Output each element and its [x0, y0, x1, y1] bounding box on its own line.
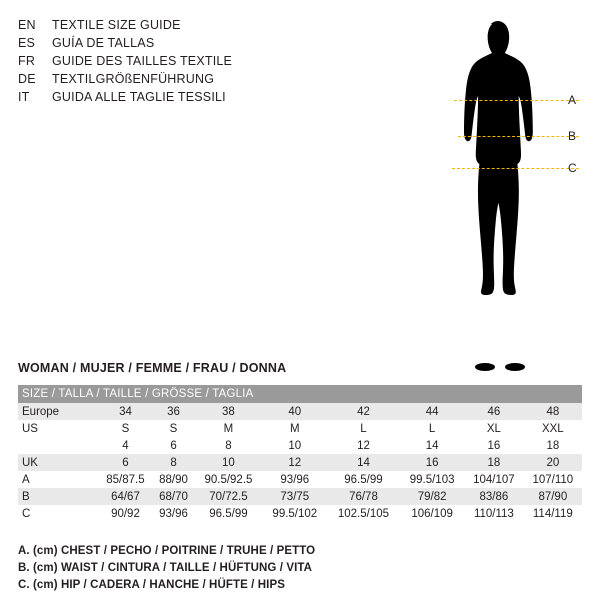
measurement-legend — [18, 543, 578, 594]
measure-line-chest — [454, 100, 579, 101]
cell: 87/90 — [524, 488, 582, 505]
row-label: B — [18, 488, 98, 505]
language-row — [18, 52, 398, 70]
table-row — [18, 505, 582, 522]
table-row — [18, 437, 582, 454]
cell: 46 — [464, 403, 524, 420]
language-row — [18, 16, 398, 34]
cell: 18 — [524, 437, 582, 454]
language-text: GUÍA DE TALLAS — [52, 36, 155, 50]
language-list — [18, 16, 398, 106]
language-row — [18, 70, 398, 88]
cell: M — [263, 420, 327, 437]
table-row — [18, 488, 582, 505]
cell: 8 — [153, 454, 194, 471]
cell: S — [153, 420, 194, 437]
cell: 14 — [400, 437, 464, 454]
cell: 76/78 — [327, 488, 400, 505]
cell: L — [400, 420, 464, 437]
cell: 99.5/102 — [263, 505, 327, 522]
cell: 90.5/92.5 — [194, 471, 263, 488]
cell: 44 — [400, 403, 464, 420]
cell: 14 — [327, 454, 400, 471]
language-code: FR — [18, 54, 36, 68]
cell: 12 — [327, 437, 400, 454]
cell: 85/87.5 — [98, 471, 153, 488]
cell: 114/119 — [524, 505, 582, 522]
cell: 8 — [194, 437, 263, 454]
cell: 4 — [98, 437, 153, 454]
cell: 42 — [327, 403, 400, 420]
cell: 38 — [194, 403, 263, 420]
cell: M — [194, 420, 263, 437]
language-text: TEXTILE SIZE GUIDE — [52, 18, 181, 32]
legend-row-c: C. (cm) HIP / CADERA / HANCHE / HÜFTE / HIPS — [18, 579, 286, 591]
cell: S — [98, 420, 153, 437]
measure-label-c: C — [568, 161, 577, 175]
language-code: DE — [18, 72, 36, 86]
cell: 110/113 — [464, 505, 524, 522]
cell: 90/92 — [98, 505, 153, 522]
row-label — [18, 437, 98, 454]
cell: 79/82 — [400, 488, 464, 505]
cell: 96.5/99 — [327, 471, 400, 488]
measure-line-hip — [452, 168, 579, 169]
measure-label-a: A — [568, 93, 577, 107]
cell: 106/109 — [400, 505, 464, 522]
table-row — [18, 403, 582, 420]
row-label: UK — [18, 454, 98, 471]
cell: 16 — [464, 437, 524, 454]
cell: 88/90 — [153, 471, 194, 488]
legend-row-a: A. (cm) CHEST / PECHO / POITRINE / TRUHE / PETTO — [18, 545, 316, 557]
table-header-label: SIZE / TALLA / TAILLE / GRÖSSE / TAGLIA — [18, 385, 582, 403]
cell: 10 — [263, 437, 327, 454]
cell: 64/67 — [98, 488, 153, 505]
table-row — [18, 420, 582, 437]
cell: 6 — [153, 437, 194, 454]
row-label: Europe — [18, 403, 98, 420]
row-label: A — [18, 471, 98, 488]
female-silhouette-icon — [430, 8, 590, 373]
legend-row-b: B. (cm) WAIST / CINTURA / TAILLE / HÜFTUNG / VITA — [18, 562, 313, 574]
cell: 12 — [263, 454, 327, 471]
cell: 83/86 — [464, 488, 524, 505]
language-code: ES — [18, 36, 36, 50]
cell: 93/96 — [153, 505, 194, 522]
language-code: IT — [18, 90, 30, 104]
table-header-row — [18, 385, 582, 403]
cell: 70/72.5 — [194, 488, 263, 505]
gender-title: WOMAN / MUJER / FEMME / FRAU / DONNA — [18, 361, 287, 375]
table-row — [18, 454, 582, 471]
cell: XL — [464, 420, 524, 437]
cell: 36 — [153, 403, 194, 420]
cell: 48 — [524, 403, 582, 420]
cell: 16 — [400, 454, 464, 471]
cell: 20 — [524, 454, 582, 471]
cell: 104/107 — [464, 471, 524, 488]
row-label: C — [18, 505, 98, 522]
cell: 93/96 — [263, 471, 327, 488]
cell: 102.5/105 — [327, 505, 400, 522]
language-row — [18, 88, 398, 106]
language-row — [18, 34, 398, 52]
cell: 96.5/99 — [194, 505, 263, 522]
cell: 40 — [263, 403, 327, 420]
cell: 73/75 — [263, 488, 327, 505]
language-code: EN — [18, 18, 36, 32]
language-text: GUIDA ALLE TAGLIE TESSILI — [52, 90, 226, 104]
language-text: GUIDE DES TAILLES TEXTILE — [52, 54, 233, 68]
cell: XXL — [524, 420, 582, 437]
size-table — [18, 385, 582, 522]
cell: 6 — [98, 454, 153, 471]
row-label: US — [18, 420, 98, 437]
cell: 34 — [98, 403, 153, 420]
measure-line-waist — [458, 136, 579, 137]
cell: 10 — [194, 454, 263, 471]
body-figure — [430, 8, 590, 373]
cell: 99.5/103 — [400, 471, 464, 488]
language-text: TEXTILGRÖßENFÜHRUNG — [52, 72, 215, 86]
cell: 18 — [464, 454, 524, 471]
cell: 68/70 — [153, 488, 194, 505]
cell: L — [327, 420, 400, 437]
table-row — [18, 471, 582, 488]
cell: 107/110 — [524, 471, 582, 488]
measure-label-b: B — [568, 129, 577, 143]
